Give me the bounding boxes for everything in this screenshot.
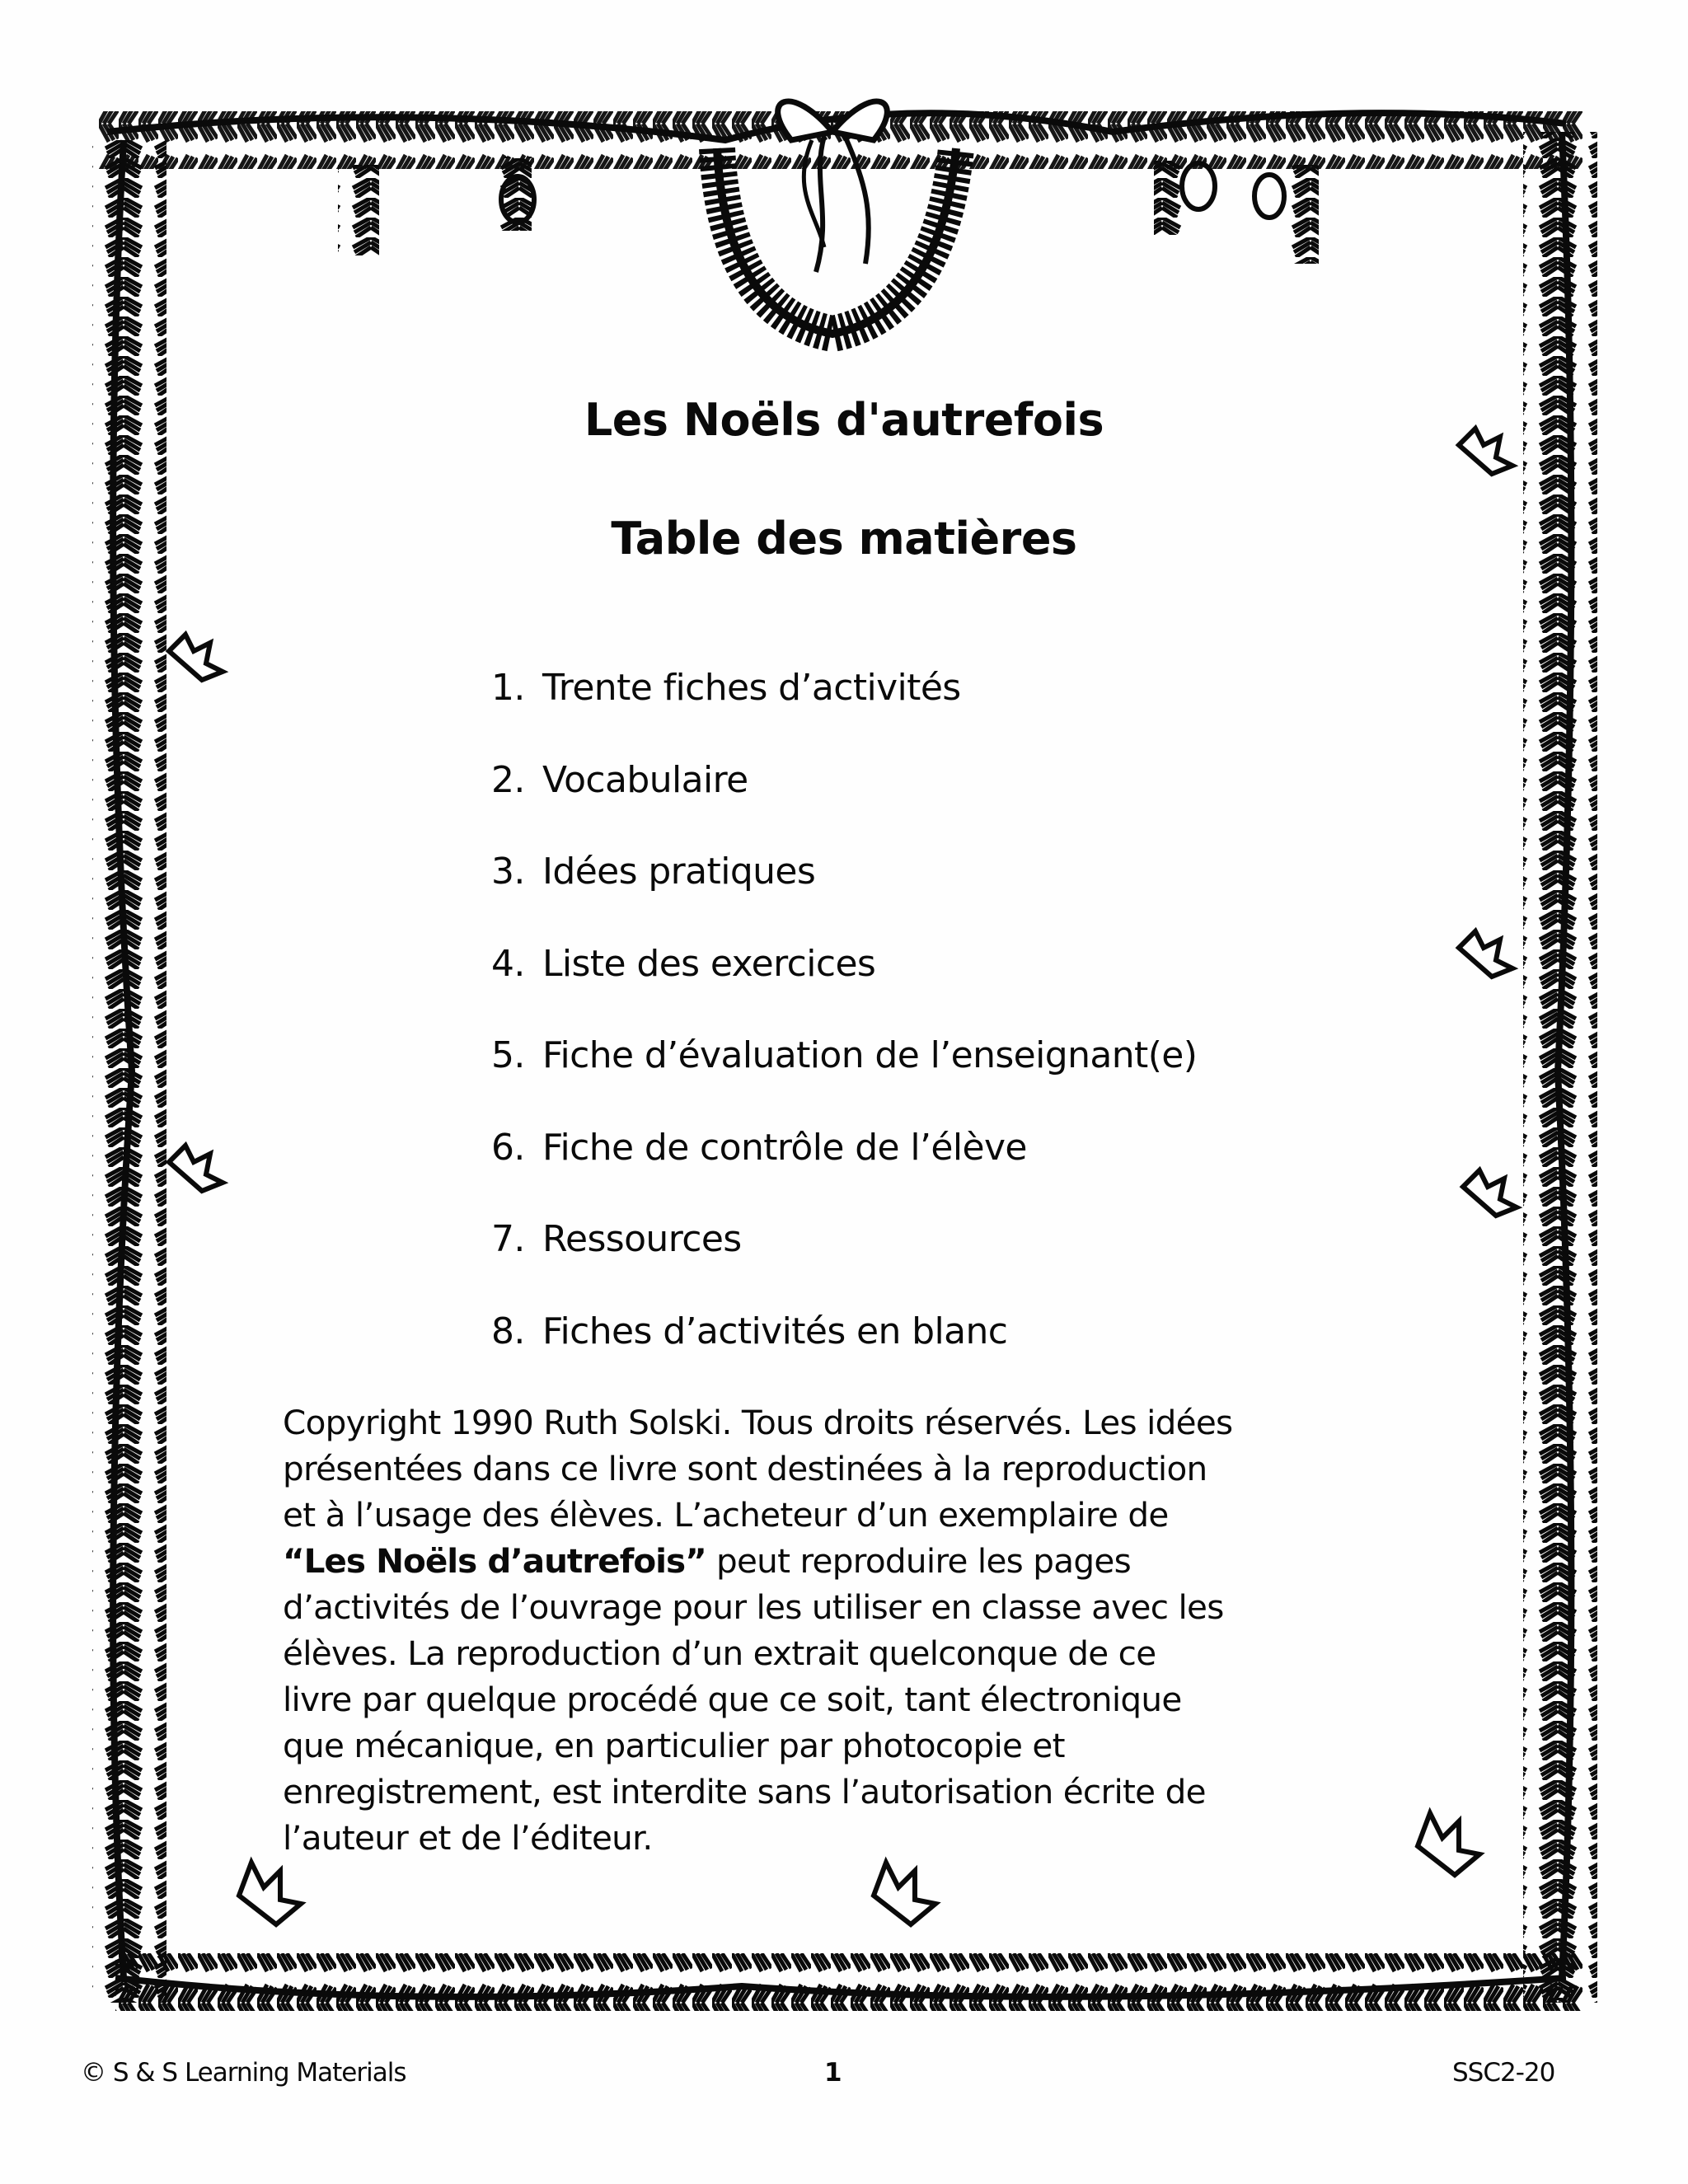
copyright-line: présentées dans ce livre sont destinées à la reproduction <box>283 1449 1207 1488</box>
toc-item <box>491 659 1197 752</box>
copyright-line: et à l’usage des élèves. L’acheteur d’un exemplaire de <box>283 1495 1169 1535</box>
toc-item-label: Trente fiches d’activités <box>542 667 961 709</box>
footer-publisher: © S & S Learning Materials <box>81 2058 406 2088</box>
toc-item-label: Fiche d’évaluation de l’enseignant(e) <box>542 1034 1198 1076</box>
toc-item <box>491 1119 1197 1212</box>
toc-item-number: 7. <box>491 1218 525 1260</box>
toc-item-label: Idées pratiques <box>542 851 816 893</box>
toc-item-number: 1. <box>491 667 525 709</box>
toc-item-number: 8. <box>491 1310 525 1352</box>
toc-item-label: Liste des exercices <box>542 942 876 985</box>
toc-item-number: 6. <box>491 1126 525 1169</box>
book-title-bold: “Les Noëls d’autrefois” <box>283 1541 706 1581</box>
toc-item <box>491 1303 1197 1395</box>
toc-item <box>491 843 1197 935</box>
copyright-notice <box>283 1399 1412 1861</box>
copyright-line-rest: peut reproduire les pages <box>706 1541 1131 1581</box>
copyright-line: d’activités de l’ouvrage pour les utiliser en classe avec les <box>283 1587 1224 1627</box>
toc-item <box>491 935 1197 1028</box>
copyright-line: que mécanique, en particulier par photocopie et <box>283 1726 1065 1765</box>
copyright-line: Copyright 1990 Ruth Solski. Tous droits réservés. Les idées <box>283 1403 1233 1442</box>
copyright-line: livre par quelque procédé que ce soit, tant électronique <box>283 1680 1182 1719</box>
toc-item-number: 2. <box>491 758 525 801</box>
toc-item <box>491 1211 1197 1303</box>
table-of-contents-heading: Table des matières <box>611 513 1077 565</box>
toc-item-number: 3. <box>491 851 525 893</box>
toc-item-label: Fiches d’activités en blanc <box>542 1310 1008 1352</box>
footer-product-code: SSC2-20 <box>1452 2058 1555 2088</box>
document-title: Les Noëls d'autrefois <box>584 394 1104 446</box>
toc-item-label: Fiche de contrôle de l’élève <box>542 1126 1027 1169</box>
copyright-line: élèves. La reproduction d’un extrait quelconque de ce <box>283 1633 1156 1673</box>
toc-item-number: 4. <box>491 942 525 985</box>
toc-item-label: Vocabulaire <box>542 758 748 801</box>
footer-page-number: 1 <box>824 2058 842 2088</box>
copyright-line: l’auteur et de l’éditeur. <box>283 1818 653 1858</box>
copyright-line: enregistrement, est interdite sans l’autorisation écrite de <box>283 1772 1206 1811</box>
table-of-contents-list <box>491 659 1197 1394</box>
toc-item-label: Ressources <box>542 1218 742 1260</box>
toc-item <box>491 1027 1197 1119</box>
toc-item-number: 5. <box>491 1034 525 1076</box>
copyright-line <box>283 1538 1412 1584</box>
toc-item <box>491 752 1197 844</box>
